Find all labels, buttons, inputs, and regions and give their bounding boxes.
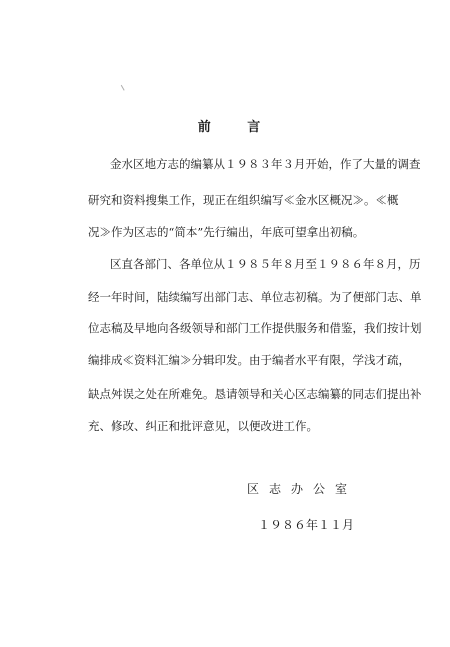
text-line-1: 金水区地方志的编纂从１９８３年３月开始，作了大量的调查	[110, 157, 421, 171]
signature-org: 区志办公室	[247, 482, 358, 496]
ink-mark	[121, 83, 127, 90]
text-line-7: 编排成≪资料汇编≫分辑印发。由于编者水平有限，学浅才疏，	[88, 353, 410, 367]
text-line-6: 位志稿及早地向各级领导和部门工作提供服务和借鉴，我们按计划	[88, 321, 422, 335]
text-line-4: 区直各部门、各单位从１９８５年８月至１９８６年８月，历	[110, 257, 421, 271]
page-title: 前 言	[197, 120, 277, 135]
text-line-2: 研究和资料搜集工作，现正在组织编写≪金水区概况≫。≪概	[88, 193, 399, 207]
text-line-5: 经一年时间，陆续编写出部门志、单位志初稿。为了便部门志、单	[88, 290, 422, 304]
text-line-3: 况≫作为区志的“简本”先行编出，年底可望拿出初稿。	[88, 225, 365, 239]
signature-date: １９８６年１１月	[258, 518, 355, 532]
text-line-8: 缺点舛误之处在所难免。恳请领导和关心区志编纂的同志们提出补	[88, 387, 422, 401]
text-line-9: 充、修改、纠正和批评意见，以便改进工作。	[88, 419, 318, 433]
